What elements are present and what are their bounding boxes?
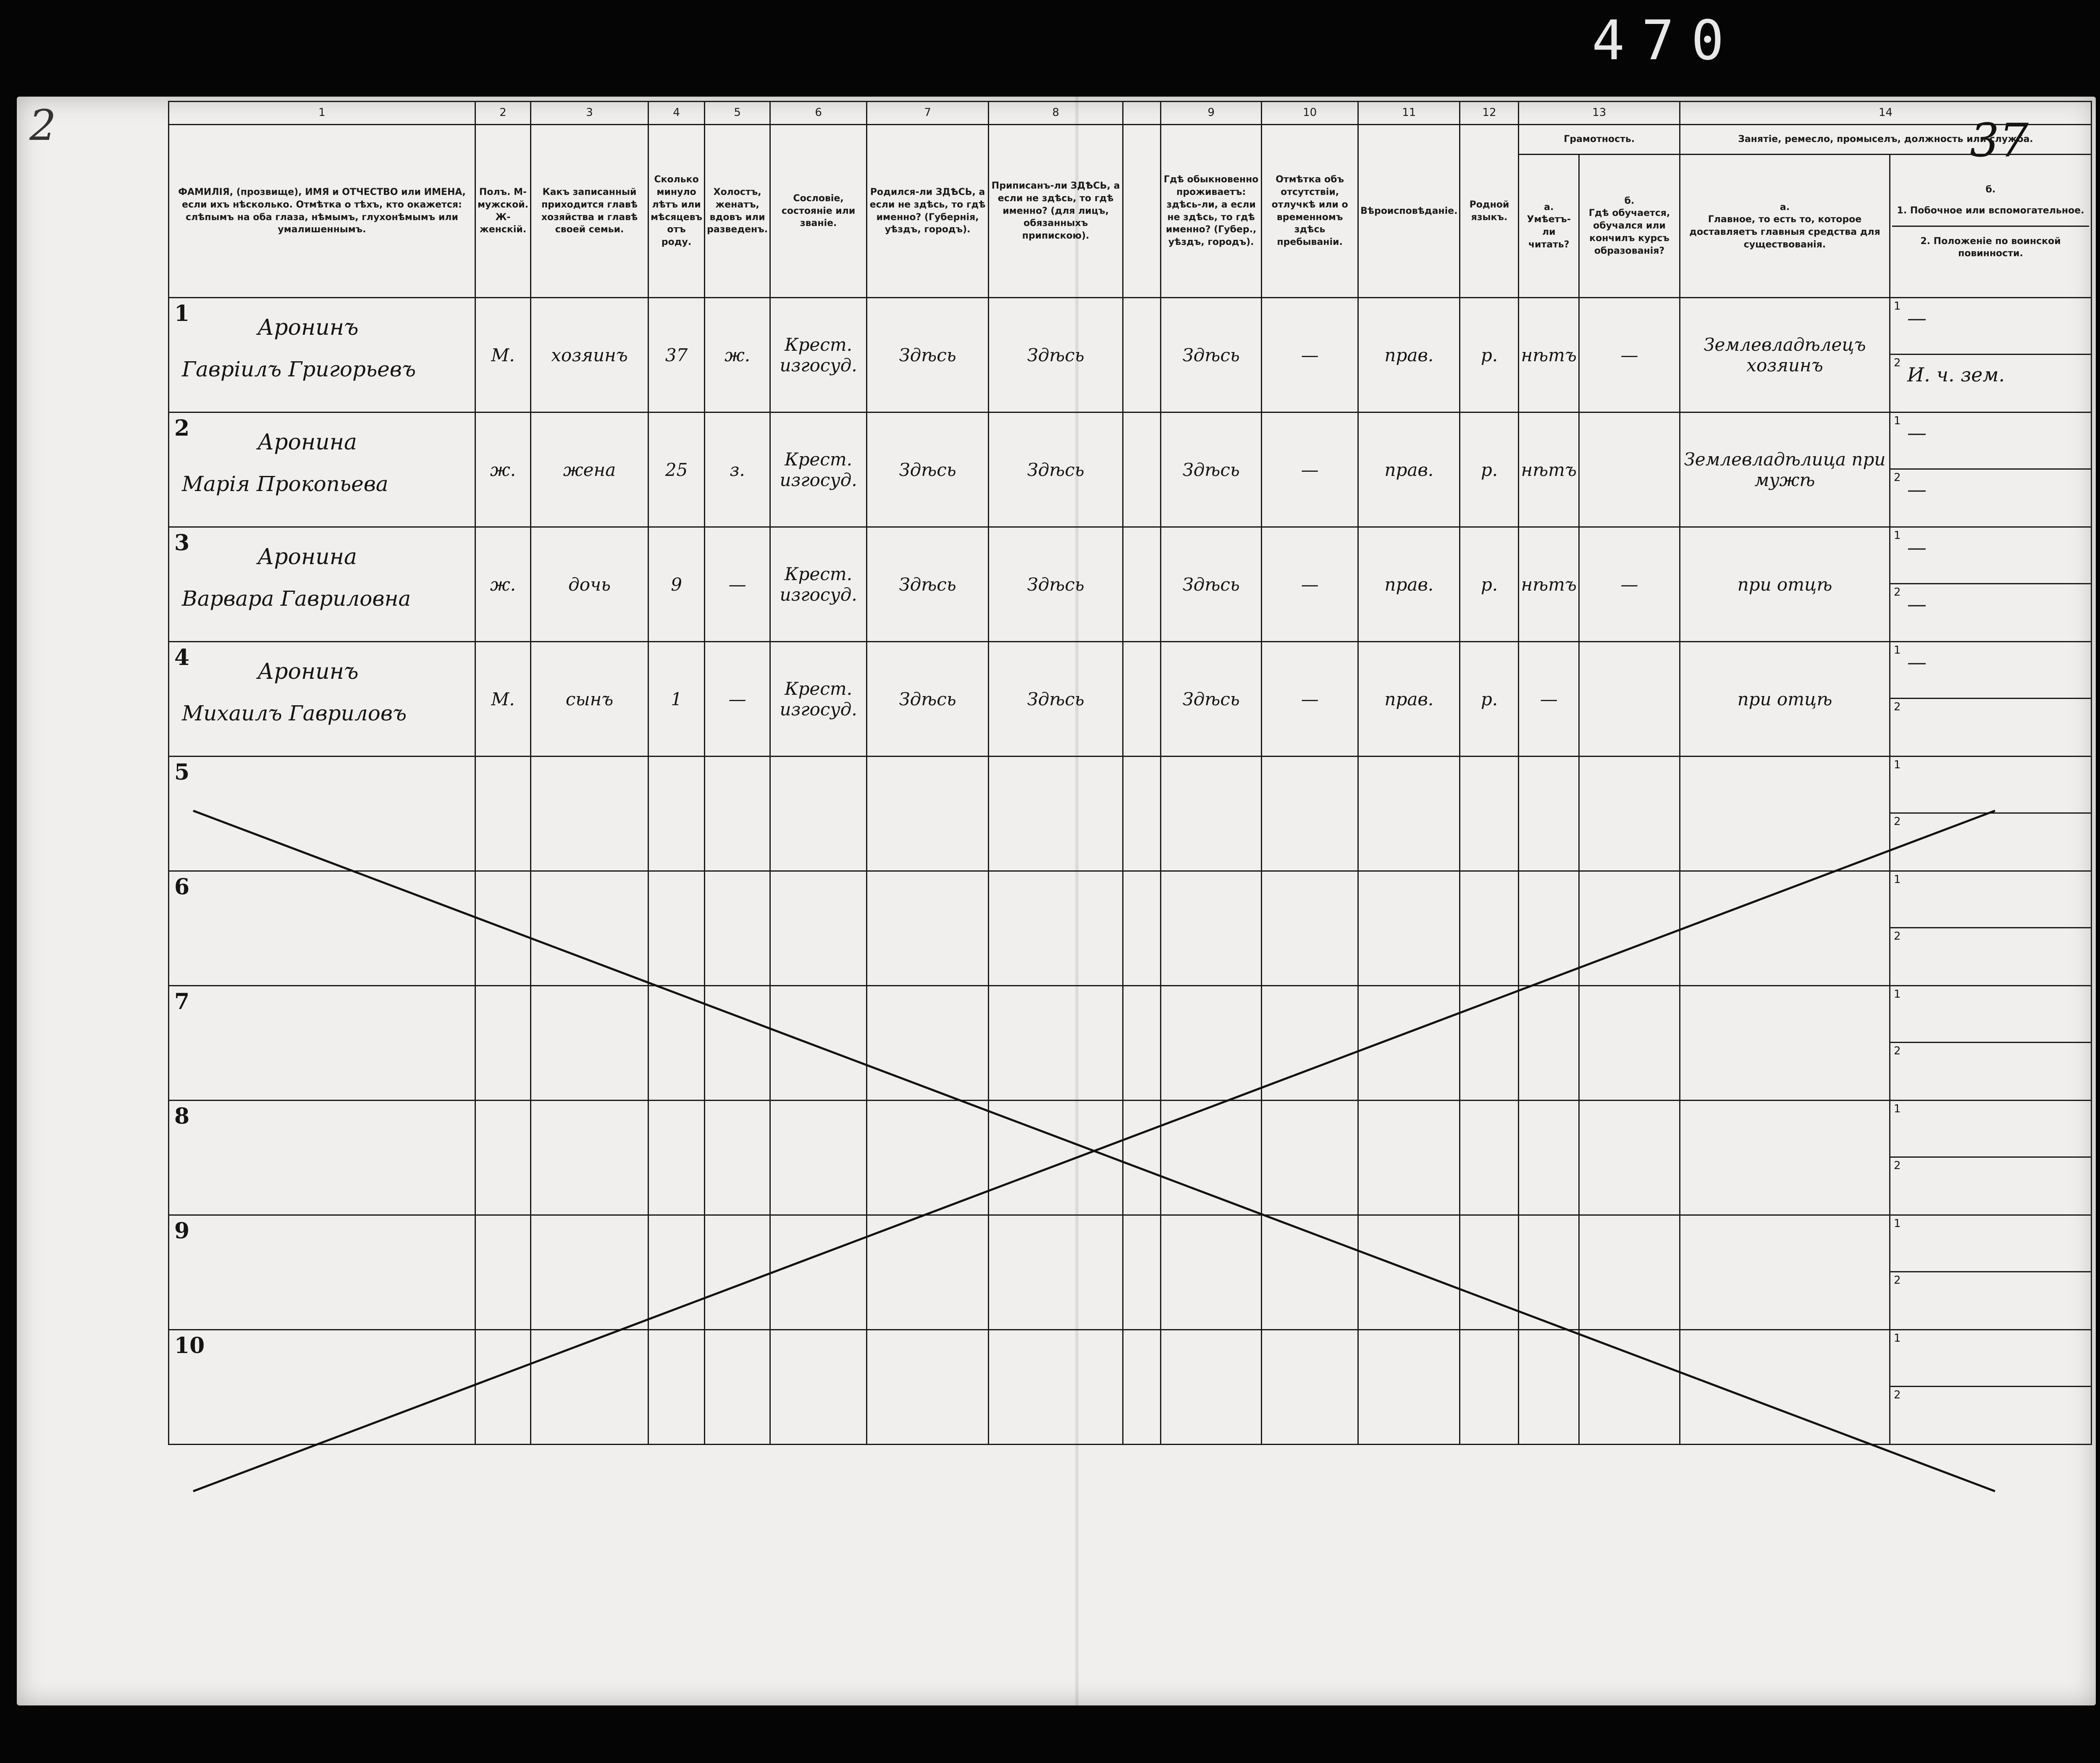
name-cell — [169, 298, 475, 413]
occupation-cell: при отцѣ — [1680, 527, 1890, 642]
header-estate: Сословіе, состояніе или званіе. — [770, 125, 867, 298]
row-number: 7 — [174, 989, 190, 1014]
literate-cell: — — [1519, 642, 1579, 757]
corner-mark: 2 — [29, 101, 56, 150]
subcol-label: б. — [1624, 195, 1635, 206]
subcol-text: Умѣетъ-ли читать? — [1527, 214, 1571, 250]
name-cell — [169, 527, 475, 642]
residence-cell: Здѣсь — [1161, 298, 1262, 413]
colnum: 1 — [169, 102, 475, 125]
row-number: 10 — [174, 1333, 205, 1358]
religion-cell: прав. — [1358, 527, 1460, 642]
absence-cell: — — [1262, 298, 1358, 413]
colnum: 14 — [1680, 102, 2092, 125]
blank-cell — [1123, 527, 1161, 642]
sub-number: 1 — [1894, 529, 1901, 542]
header-blank — [1123, 125, 1161, 298]
side-occupation-half — [1890, 355, 2091, 412]
header-occupation: Занятіе, ремесло, промыселъ, должность или служба. — [1680, 125, 2092, 155]
marital-cell: з. — [705, 413, 770, 527]
subcol-label: б. — [1985, 184, 1996, 195]
sub-number: 2 — [1894, 357, 1901, 369]
sex-cell: ж. — [475, 413, 531, 527]
table-row — [169, 413, 2092, 527]
absence-cell: — — [1262, 527, 1358, 642]
religion-cell: прав. — [1358, 642, 1460, 757]
side-occupation-half — [1890, 528, 2091, 584]
row-number: 8 — [174, 1104, 190, 1129]
table-row — [169, 298, 2092, 413]
header-born: Родился-ли ЗДѢСЬ, а если не здѣсь, то гдѣ именно? (Губернія, уѣздъ, городъ). — [867, 125, 989, 298]
subcol-text: Главное, то есть то, которое доставляетъ главныя средства для существованія. — [1689, 214, 1880, 250]
surname: Аронинъ — [257, 659, 359, 684]
relation-cell: хозяинъ — [531, 298, 648, 413]
age-cell: 9 — [648, 527, 705, 642]
header-side-occupation — [1890, 155, 2092, 298]
header-age: Сколько минуло лѣтъ или мѣсяцевъ отъ роду. — [648, 125, 705, 298]
given-name: Марія Прокопьева — [182, 472, 388, 496]
literate-cell: нѣтъ — [1519, 413, 1579, 527]
sub-number: 1 — [1894, 759, 1901, 771]
row-number: 5 — [174, 759, 190, 785]
side-occupation-value: И. ч. зем. — [1907, 363, 2005, 386]
colnum: 9 — [1161, 102, 1262, 125]
sub-number: 1 — [1894, 873, 1901, 886]
row-number: 6 — [174, 874, 190, 900]
side-occupation-half — [1890, 642, 2091, 699]
sub-number: 1 — [1894, 644, 1901, 657]
colnum: 13 — [1519, 102, 1680, 125]
header-education — [1579, 155, 1680, 298]
header-name: ФАМИЛІЯ, (прозвище), ИМЯ и ОТЧЕСТВО или ИМЕНА, если ихъ нѣсколько. Отмѣтка о тѣхъ, кто окажется: слѣпымъ на оба глаза, нѣмымъ, глухонѣмымъ или умалишеннымъ. — [169, 125, 475, 298]
row-number: 2 — [174, 415, 190, 441]
name-cell — [169, 642, 475, 757]
side-occupation-cell — [1890, 298, 2092, 413]
sub-number: 2 — [1894, 1389, 1901, 1401]
side-occupation-half — [1890, 413, 2091, 470]
header-religion: Вѣроисповѣданіе. — [1358, 125, 1460, 298]
row-number: 4 — [174, 645, 190, 670]
header-main-occupation — [1680, 155, 1890, 298]
subcol-text: 2. Положеніе по воинской повинности. — [1920, 236, 2061, 259]
born-cell: Здѣсь — [867, 642, 989, 757]
blank-cell — [1123, 413, 1161, 527]
sex-cell: ж. — [475, 527, 531, 642]
education-cell: — — [1579, 527, 1680, 642]
language-cell: р. — [1460, 527, 1519, 642]
religion-cell: прав. — [1358, 413, 1460, 527]
colnum: 10 — [1262, 102, 1358, 125]
sheet-number: 37 — [1970, 113, 2029, 167]
estate-cell: Крест. изгосуд. — [770, 298, 867, 413]
marital-cell: — — [705, 527, 770, 642]
subcol-text: 1. Побочное или вспомогательное. — [1892, 196, 2089, 227]
header-language: Родной языкъ. — [1460, 125, 1519, 298]
row-number: 1 — [174, 301, 190, 326]
side-occupation-cell — [1890, 642, 2092, 757]
colnum: 11 — [1358, 102, 1460, 125]
side-occupation-half — [1890, 699, 2091, 756]
surname: Аронина — [257, 430, 357, 455]
sub-number: 1 — [1894, 1332, 1901, 1345]
registered-cell: Здѣсь — [989, 642, 1123, 757]
relation-cell: сынъ — [531, 642, 648, 757]
born-cell: Здѣсь — [867, 413, 989, 527]
colnum-blank — [1123, 102, 1161, 125]
education-cell — [1579, 642, 1680, 757]
side-occupation-value: — — [1907, 421, 1927, 444]
sub-number: 2 — [1894, 1274, 1901, 1287]
born-cell: Здѣсь — [867, 527, 989, 642]
education-cell: — — [1579, 298, 1680, 413]
language-cell: р. — [1460, 642, 1519, 757]
sub-number: 2 — [1894, 930, 1901, 943]
table-row — [169, 642, 2092, 757]
residence-cell: Здѣсь — [1161, 527, 1262, 642]
literate-cell: нѣтъ — [1519, 298, 1579, 413]
sub-number: 2 — [1894, 701, 1901, 713]
table-row — [169, 527, 2092, 642]
residence-cell: Здѣсь — [1161, 642, 1262, 757]
sub-number: 1 — [1894, 415, 1901, 427]
born-cell: Здѣсь — [867, 298, 989, 413]
column-number-row — [169, 102, 2092, 125]
occupation-cell: при отцѣ — [1680, 642, 1890, 757]
blank-cell — [1123, 642, 1161, 757]
relation-cell: жена — [531, 413, 648, 527]
sub-number: 2 — [1894, 586, 1901, 599]
colnum: 8 — [989, 102, 1123, 125]
sub-number: 2 — [1894, 1159, 1901, 1172]
header-absence: Отмѣтка объ отсутствіи, отлучкѣ или о временномъ здѣсь пребываніи. — [1262, 125, 1358, 298]
occupation-cell: Землевладѣлица при мужѣ — [1680, 413, 1890, 527]
side-occupation-value: — — [1907, 651, 1927, 673]
archive-page-number: 470 — [1592, 8, 1741, 72]
side-occupation-half — [1890, 584, 2091, 641]
registered-cell: Здѣсь — [989, 527, 1123, 642]
surname: Аронина — [257, 544, 357, 570]
sex-cell: М. — [475, 298, 531, 413]
age-cell: 1 — [648, 642, 705, 757]
colnum: 4 — [648, 102, 705, 125]
row-number: 3 — [174, 530, 190, 556]
religion-cell: прав. — [1358, 298, 1460, 413]
sub-number: 1 — [1894, 1217, 1901, 1230]
header-residence: Гдѣ обыкновенно проживаетъ: здѣсь-ли, а если не здѣсь, то гдѣ именно? (Губер., уѣздъ, городъ). — [1161, 125, 1262, 298]
blank-cell — [1123, 298, 1161, 413]
subcol-label: а. — [1780, 202, 1790, 213]
header-registered: Приписанъ-ли ЗДѢСЬ, а если не здѣсь, то гдѣ именно? (для лицъ, обязанныхъ припискою). — [989, 125, 1123, 298]
surname: Аронинъ — [257, 315, 359, 340]
side-occupation-value: — — [1907, 307, 1927, 329]
marital-cell: — — [705, 642, 770, 757]
side-occupation-value: — — [1907, 536, 1927, 559]
estate-cell: Крест. изгосуд. — [770, 527, 867, 642]
colnum: 2 — [475, 102, 531, 125]
occupation-cell: Землевладѣлецъ хозяинъ — [1680, 298, 1890, 413]
registered-cell: Здѣсь — [989, 298, 1123, 413]
side-occupation-cell — [1890, 527, 2092, 642]
given-name: Гавріилъ Григорьевъ — [182, 357, 416, 381]
sub-number: 1 — [1894, 1103, 1901, 1115]
header-literacy: Грамотность. — [1519, 125, 1680, 155]
sub-number: 1 — [1894, 988, 1901, 1001]
language-cell: р. — [1460, 298, 1519, 413]
sub-number: 2 — [1894, 815, 1901, 828]
side-occupation-value: — — [1907, 593, 1927, 615]
colnum: 12 — [1460, 102, 1519, 125]
colnum: 5 — [705, 102, 770, 125]
side-occupation-value: — — [1907, 478, 1927, 501]
estate-cell: Крест. изгосуд. — [770, 642, 867, 757]
language-cell: р. — [1460, 413, 1519, 527]
subcol-label: а. — [1544, 202, 1554, 213]
side-occupation-cell — [1890, 413, 2092, 527]
sex-cell: М. — [475, 642, 531, 757]
row-number: 9 — [174, 1218, 190, 1244]
age-cell: 37 — [648, 298, 705, 413]
age-cell: 25 — [648, 413, 705, 527]
sub-number: 1 — [1894, 300, 1901, 313]
residence-cell: Здѣсь — [1161, 413, 1262, 527]
sub-number: 2 — [1894, 1045, 1901, 1057]
registered-cell: Здѣсь — [989, 413, 1123, 527]
header-row — [169, 125, 2092, 155]
sub-number: 2 — [1894, 471, 1901, 484]
literate-cell: нѣтъ — [1519, 527, 1579, 642]
education-cell — [1579, 413, 1680, 527]
absence-cell: — — [1262, 642, 1358, 757]
side-occupation-half — [1890, 470, 2091, 526]
given-name: Михаилъ Гавриловъ — [182, 701, 407, 725]
name-cell — [169, 413, 475, 527]
given-name: Варвара Гавриловна — [182, 586, 411, 611]
header-relation: Какъ записанный приходится главѣ хозяйства и главѣ своей семьи. — [531, 125, 648, 298]
header-can-read — [1519, 155, 1579, 298]
subcol-text: Гдѣ обучается, обучался или кончилъ курсъ образованія? — [1588, 208, 1670, 256]
side-occupation-half — [1890, 298, 2091, 355]
cancel-cross — [185, 802, 2003, 1500]
absence-cell: — — [1262, 413, 1358, 527]
marital-cell: ж. — [705, 298, 770, 413]
header-marital: Холостъ, женатъ, вдовъ или разведенъ. — [705, 125, 770, 298]
colnum: 6 — [770, 102, 867, 125]
estate-cell: Крест. изгосуд. — [770, 413, 867, 527]
colnum: 3 — [531, 102, 648, 125]
relation-cell: дочь — [531, 527, 648, 642]
colnum: 7 — [867, 102, 989, 125]
header-sex: Полъ. М-мужской. Ж-женскій. — [475, 125, 531, 298]
